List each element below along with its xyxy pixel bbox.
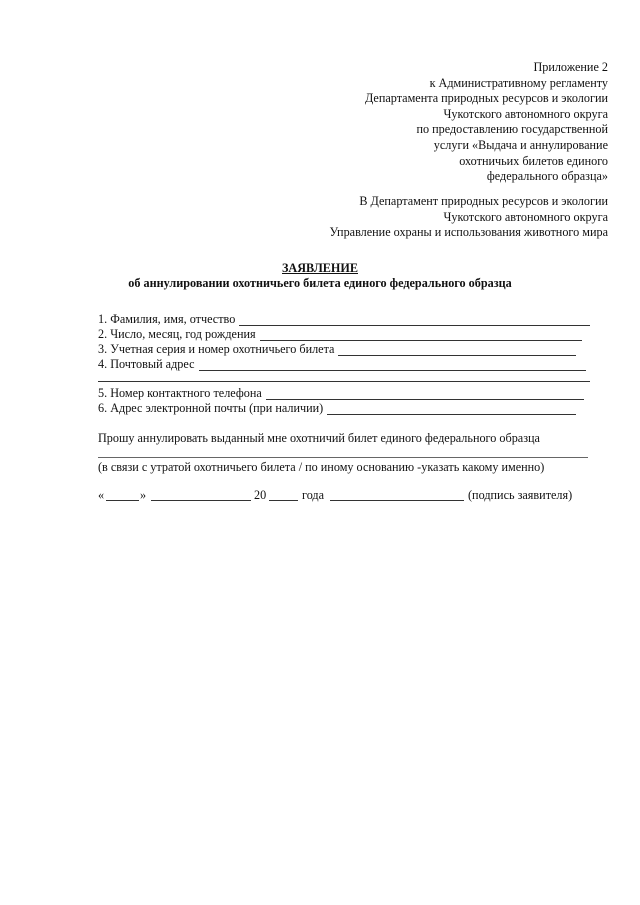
appendix-line: по предоставлению государственной — [416, 122, 608, 137]
license-number-input-line[interactable] — [338, 344, 576, 356]
signature-label: (подпись заявителя) — [468, 488, 573, 502]
appendix-line: охотничьих билетов единого — [459, 153, 608, 168]
field-label: 3. Учетная серия и номер охотничьего билета — [98, 342, 335, 356]
addressee-block — [329, 194, 608, 241]
addressee-line: В Департамент природных ресурсов и экологии — [359, 194, 608, 208]
month-input-line[interactable] — [151, 500, 251, 501]
appendix-line: к Административному регламенту — [429, 75, 608, 90]
appendix-line: Департамента природных ресурсов и экологии — [364, 91, 608, 106]
field-phone — [98, 386, 584, 400]
birth-date-input-line[interactable] — [260, 329, 582, 341]
appendix-line: услуги «Выдача и аннулирование — [433, 137, 608, 152]
postal-address-extra-line[interactable] — [98, 381, 590, 382]
reason-hint: (в связи с утратой охотничьего билета / по иному основанию -указать какому именно) — [98, 460, 545, 474]
full-name-input-line[interactable] — [239, 314, 590, 326]
field-label: 6. Адрес электронной почты (при наличии) — [98, 401, 324, 415]
field-birth-date — [98, 327, 582, 341]
postal-address-input-line[interactable] — [199, 359, 586, 371]
field-full-name — [98, 312, 590, 326]
close-quote: » — [140, 488, 147, 502]
field-label: 4. Почтовый адрес — [98, 357, 195, 371]
addressee-line: Чукотского автономного округа — [443, 209, 608, 224]
appendix-block — [365, 60, 608, 185]
request-text: Прошу аннулировать выданный мне охотничий билет единого федерального образца — [98, 431, 540, 445]
field-label: 5. Номер контактного телефона — [98, 386, 262, 400]
year-prefix: 20 — [254, 488, 267, 502]
field-postal-address — [98, 357, 586, 371]
field-email — [98, 401, 576, 415]
field-license-number — [98, 342, 576, 356]
reason-input-line[interactable] — [98, 457, 588, 458]
field-label: 2. Число, месяц, год рождения — [98, 327, 256, 341]
document-subtitle: об аннулировании охотничьего билета единого федерального образца — [128, 276, 512, 290]
appendix-line: Приложение 2 — [533, 60, 608, 74]
signature-input-line[interactable] — [330, 500, 464, 501]
field-label: 1. Фамилия, имя, отчество — [98, 312, 236, 326]
addressee-line: Управление охраны и использования животного мира — [329, 225, 608, 240]
appendix-line: федерального образца» — [486, 169, 608, 184]
document-title: ЗАЯВЛЕНИЕ — [282, 261, 358, 275]
year-suffix: года — [302, 488, 325, 502]
phone-input-line[interactable] — [266, 388, 584, 400]
email-input-line[interactable] — [327, 403, 576, 415]
year-input-line[interactable] — [269, 500, 298, 501]
appendix-line: Чукотского автономного округа — [443, 106, 608, 121]
open-quote: « — [98, 488, 105, 502]
day-input-line[interactable] — [106, 500, 139, 501]
